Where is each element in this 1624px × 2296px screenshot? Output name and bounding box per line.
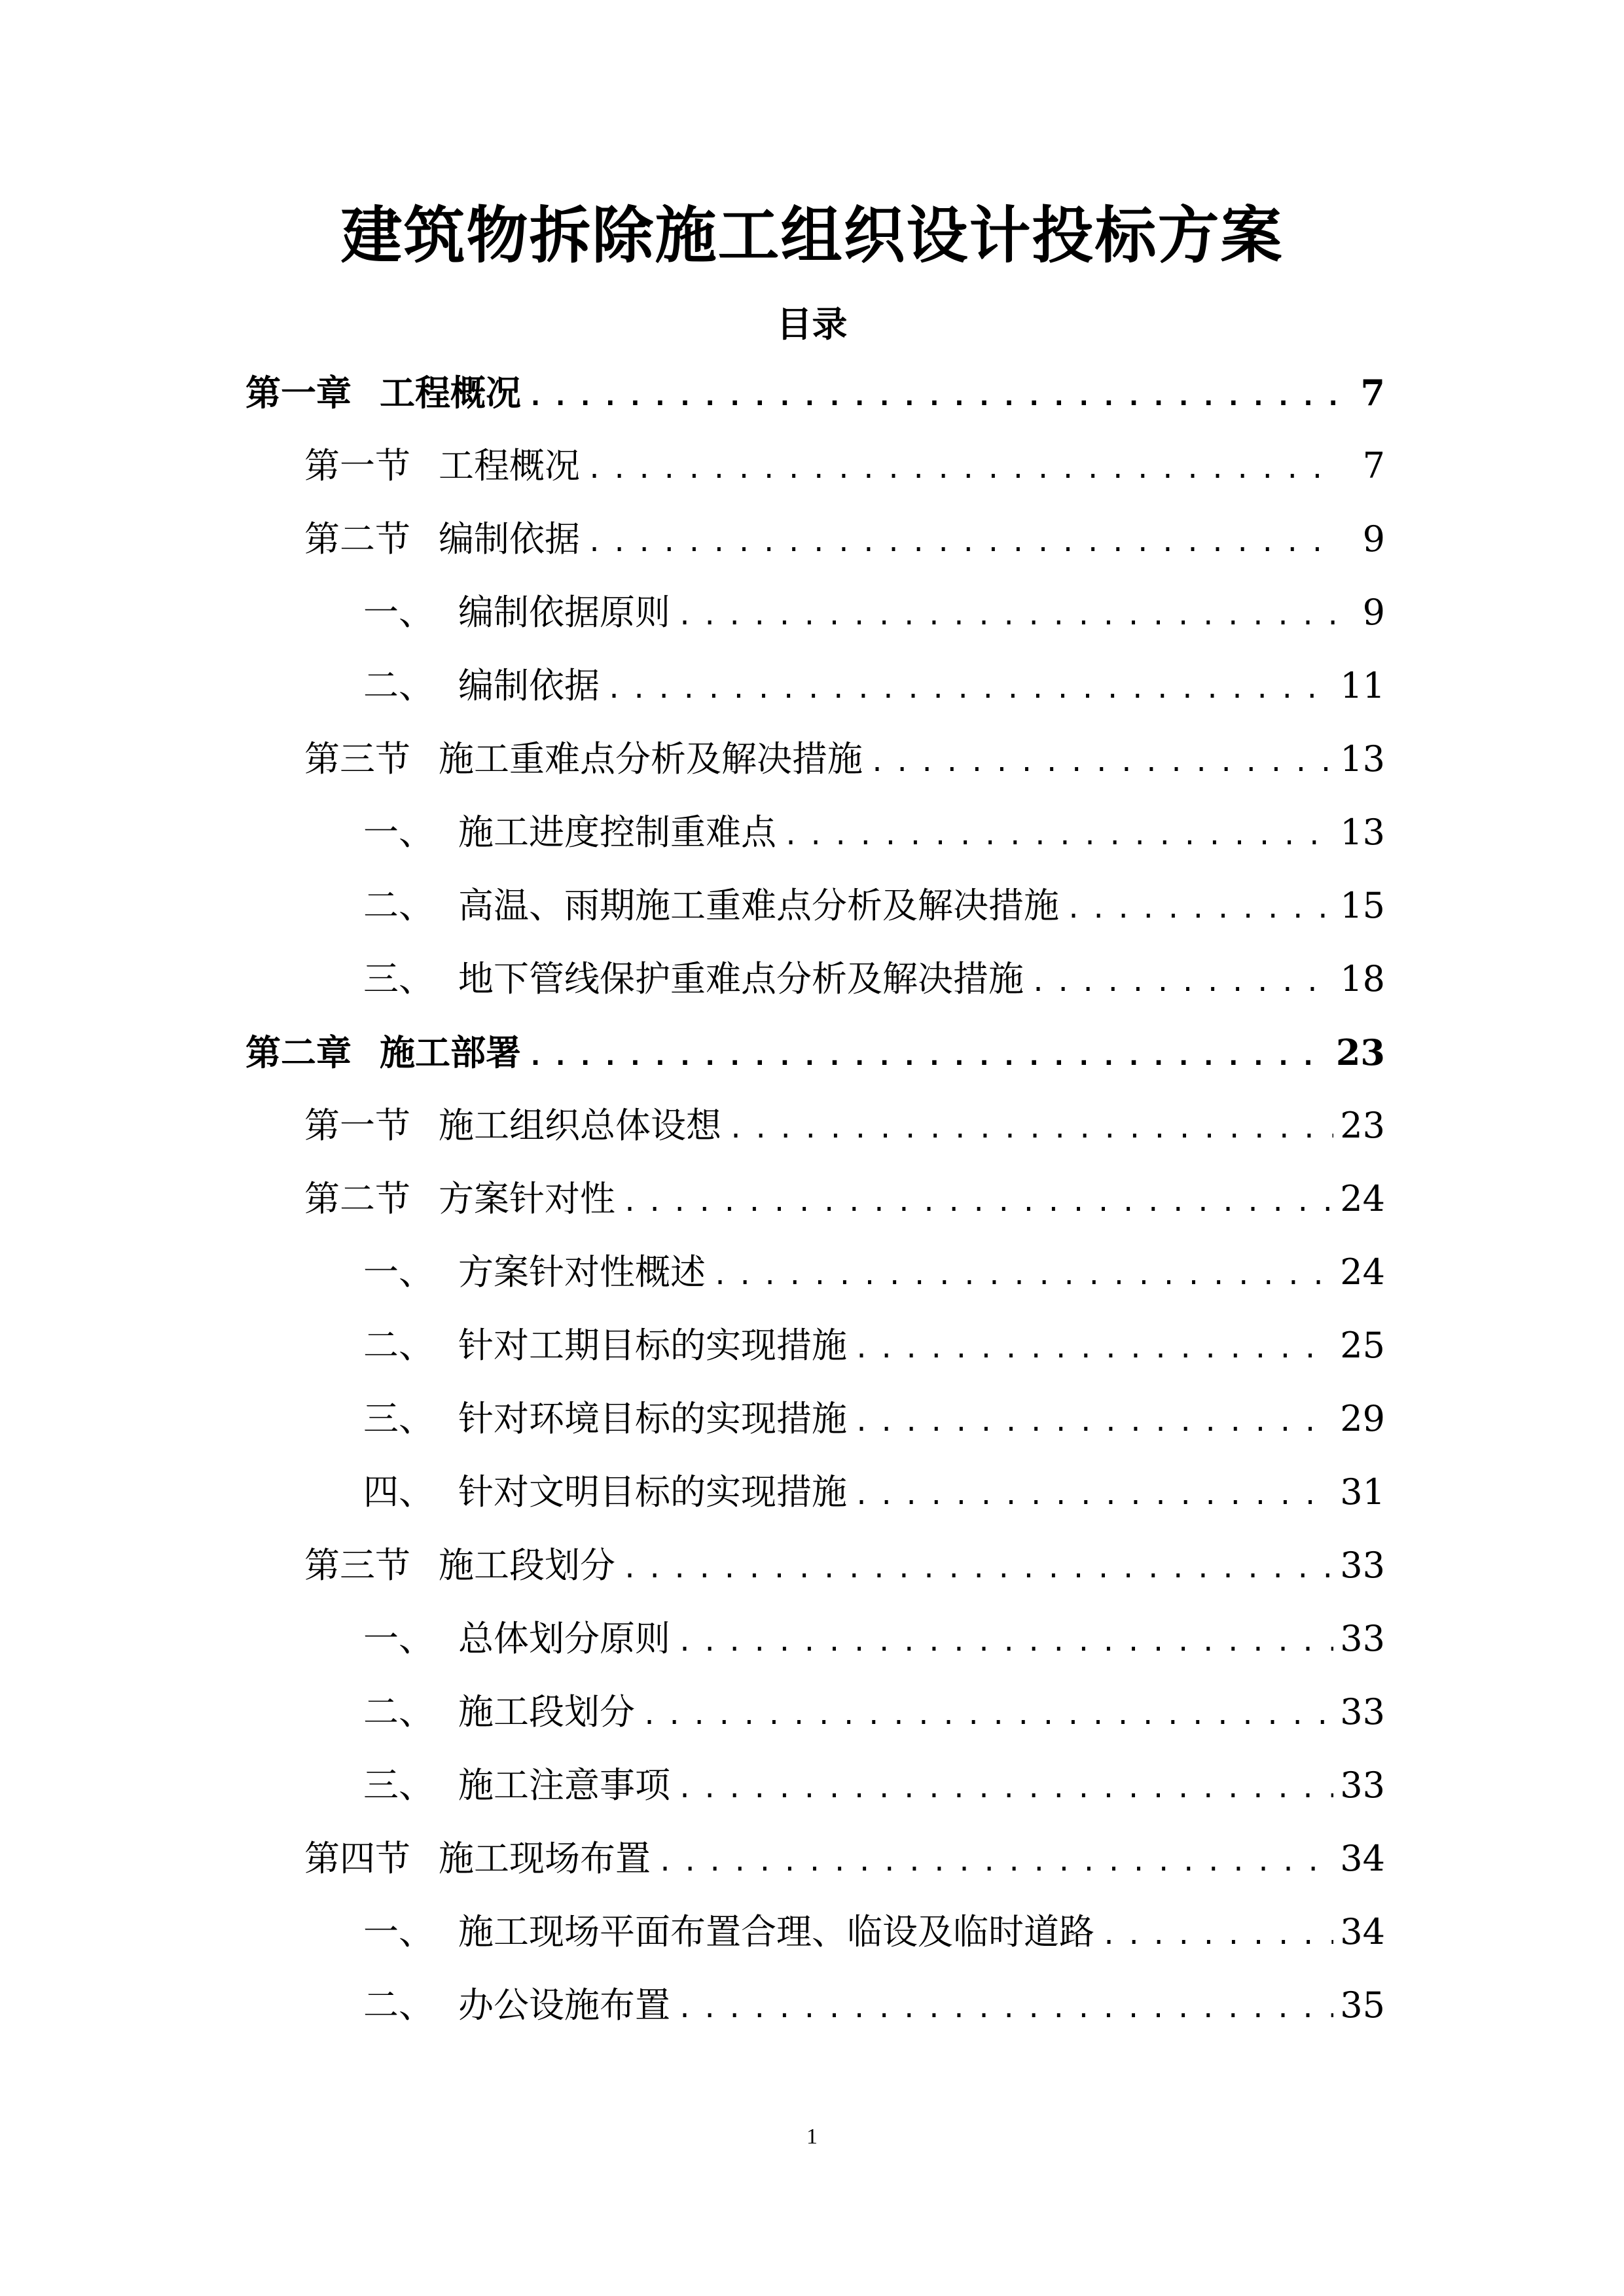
toc-leader-dots bbox=[1101, 1909, 1333, 1962]
toc-entry-page: 9 bbox=[1362, 592, 1385, 633]
toc-entry-page: 23 bbox=[1335, 1031, 1385, 1073]
toc-entry-number: 三、 bbox=[363, 1398, 434, 1439]
toc-leader-dots bbox=[586, 516, 1339, 569]
toc-leader-dots bbox=[854, 1396, 1333, 1448]
toc-leader-dots bbox=[586, 443, 1339, 495]
toc-leader-dots bbox=[657, 1836, 1333, 1888]
toc-entry[interactable] bbox=[304, 1833, 1385, 1885]
toc-entry[interactable] bbox=[363, 1319, 1385, 1372]
toc-entry-page: 33 bbox=[1340, 1691, 1385, 1732]
toc-entry-label: 编制依据原则 bbox=[458, 592, 670, 633]
toc-leader-dots bbox=[1066, 883, 1333, 935]
toc-leader-dots bbox=[712, 1249, 1333, 1302]
toc-entry[interactable] bbox=[363, 1686, 1385, 1738]
toc-entry[interactable] bbox=[304, 1173, 1385, 1225]
toc-entry-number: 一、 bbox=[363, 592, 434, 633]
toc-entry-number: 第四节 bbox=[304, 1838, 410, 1879]
toc-entry-number: 一、 bbox=[363, 1911, 434, 1952]
toc-entry-label: 施工注意事项 bbox=[458, 1765, 670, 1806]
toc-entry-number: 一、 bbox=[363, 1251, 434, 1293]
toc-entry[interactable] bbox=[363, 1393, 1385, 1445]
toc-entry-number: 二、 bbox=[363, 1984, 434, 2026]
toc-entry[interactable] bbox=[363, 1246, 1385, 1299]
toc-entry-label: 施工现场平面布置合理、临设及临时道路 bbox=[458, 1911, 1094, 1952]
toc-entry[interactable] bbox=[304, 1100, 1385, 1152]
toc-entry[interactable] bbox=[363, 1466, 1385, 1518]
toc-entry-label: 施工进度控制重难点 bbox=[458, 812, 776, 853]
toc-entry-number: 第二章 bbox=[245, 1031, 352, 1073]
toc-entry-label: 针对工期目标的实现措施 bbox=[458, 1325, 847, 1366]
toc-entry-page: 24 bbox=[1340, 1178, 1385, 1219]
toc-entry-number: 一、 bbox=[363, 812, 434, 853]
toc-entry[interactable] bbox=[363, 660, 1385, 712]
toc-entry-number: 四、 bbox=[363, 1471, 434, 1513]
toc-entry-number: 第一节 bbox=[304, 1105, 410, 1146]
toc-leader-dots bbox=[677, 1616, 1333, 1668]
toc-entry-number: 二、 bbox=[363, 665, 434, 706]
toc-entry[interactable] bbox=[363, 586, 1385, 639]
toc-entry-page: 33 bbox=[1340, 1765, 1385, 1806]
toc-leader-dots bbox=[728, 1103, 1333, 1155]
toc-entry[interactable] bbox=[363, 1906, 1385, 1958]
toc-entry-page: 29 bbox=[1340, 1398, 1385, 1439]
toc-entry-label: 施工现场布置 bbox=[439, 1838, 651, 1879]
toc-entry[interactable] bbox=[304, 513, 1385, 565]
toc-entry-number: 三、 bbox=[363, 1765, 434, 1806]
toc-leader-dots bbox=[677, 1982, 1333, 2035]
toc-entry-label: 施工段划分 bbox=[439, 1545, 615, 1586]
toc-entry-label: 方案针对性概述 bbox=[458, 1251, 706, 1293]
toc-entry-number: 三、 bbox=[363, 958, 434, 999]
toc-entry-page: 18 bbox=[1340, 958, 1385, 999]
toc-entry[interactable] bbox=[363, 1613, 1385, 1665]
toc-leader-dots bbox=[854, 1469, 1333, 1522]
toc-entry[interactable] bbox=[304, 733, 1385, 785]
toc-leader-dots bbox=[606, 663, 1333, 715]
toc-entry[interactable] bbox=[363, 880, 1385, 932]
toc-entry[interactable] bbox=[304, 440, 1385, 492]
toc-leader-dots bbox=[677, 590, 1339, 642]
toc-leader-dots bbox=[622, 1176, 1333, 1229]
toc-entry-page: 13 bbox=[1340, 738, 1385, 780]
toc-leader-dots bbox=[854, 1323, 1333, 1375]
toc-entry-label: 施工部署 bbox=[380, 1031, 521, 1073]
toc-entry-page: 34 bbox=[1340, 1911, 1385, 1952]
toc-entry-number: 第三节 bbox=[304, 1545, 410, 1586]
toc-entry-page: 9 bbox=[1362, 518, 1385, 560]
toc-entry-page: 25 bbox=[1340, 1325, 1385, 1366]
toc-entry[interactable] bbox=[245, 1026, 1385, 1079]
toc-entry-page: 34 bbox=[1340, 1838, 1385, 1879]
toc-entry-page: 7 bbox=[1360, 372, 1385, 414]
toc-leader-dots bbox=[528, 370, 1339, 423]
toc-entry-label: 办公设施布置 bbox=[458, 1984, 670, 2026]
toc-entry-number: 二、 bbox=[363, 1691, 434, 1732]
toc-entry-page: 15 bbox=[1340, 885, 1385, 926]
toc-leader-dots bbox=[1030, 956, 1333, 1009]
toc-leader-dots bbox=[641, 1689, 1333, 1742]
toc-entry-label: 地下管线保护重难点分析及解决措施 bbox=[458, 958, 1024, 999]
toc-entry-number: 二、 bbox=[363, 1325, 434, 1366]
toc-entry-label: 施工重难点分析及解决措施 bbox=[439, 738, 863, 780]
toc-entry-number: 第二节 bbox=[304, 518, 410, 560]
toc-entry-number: 一、 bbox=[363, 1618, 434, 1659]
toc-entry[interactable] bbox=[363, 1979, 1385, 2032]
toc-entry[interactable] bbox=[304, 1539, 1385, 1592]
toc-entry-page: 24 bbox=[1340, 1251, 1385, 1293]
toc-entry-number: 第一节 bbox=[304, 445, 410, 486]
toc-entry-page: 35 bbox=[1340, 1984, 1385, 2026]
toc-entry-label: 总体划分原则 bbox=[458, 1618, 670, 1659]
toc-entry-page: 31 bbox=[1340, 1471, 1385, 1513]
toc-entry-label: 编制依据 bbox=[458, 665, 600, 706]
toc-entry[interactable] bbox=[245, 367, 1385, 419]
toc-leader-dots bbox=[869, 736, 1333, 789]
toc-entry-number: 第三节 bbox=[304, 738, 410, 780]
toc-leader-dots bbox=[528, 1030, 1329, 1083]
toc-entry-page: 7 bbox=[1362, 445, 1385, 486]
toc-entry-page: 13 bbox=[1340, 812, 1385, 853]
toc-entry-label: 施工段划分 bbox=[458, 1691, 635, 1732]
toc-heading: 目录 bbox=[776, 303, 848, 345]
toc-leader-dots bbox=[783, 810, 1333, 862]
toc-entry[interactable] bbox=[363, 806, 1385, 859]
toc-entry[interactable] bbox=[363, 1759, 1385, 1812]
toc-entry[interactable] bbox=[363, 953, 1385, 1005]
toc-entry-label: 高温、雨期施工重难点分析及解决措施 bbox=[458, 885, 1059, 926]
toc-entry-label: 方案针对性 bbox=[439, 1178, 615, 1219]
toc-entry-label: 工程概况 bbox=[439, 445, 580, 486]
toc-entry-page: 33 bbox=[1340, 1545, 1385, 1586]
toc-entry-label: 工程概况 bbox=[380, 372, 521, 414]
toc-entry-label: 编制依据 bbox=[439, 518, 580, 560]
document-title: 建筑物拆除施工组织设计投标方案 bbox=[340, 200, 1284, 272]
toc-entry-label: 施工组织总体设想 bbox=[439, 1105, 721, 1146]
page-number: 1 bbox=[806, 2125, 818, 2149]
toc-entry-number: 第二节 bbox=[304, 1178, 410, 1219]
toc-entry-page: 23 bbox=[1340, 1105, 1385, 1146]
toc-entry-label: 针对文明目标的实现措施 bbox=[458, 1471, 847, 1513]
toc-leader-dots bbox=[622, 1543, 1333, 1595]
toc-entry-page: 33 bbox=[1340, 1618, 1385, 1659]
toc-entry-number: 第一章 bbox=[245, 372, 352, 414]
toc-leader-dots bbox=[677, 1763, 1333, 1815]
toc-entry-number: 二、 bbox=[363, 885, 434, 926]
toc-entry-page: 11 bbox=[1340, 665, 1385, 706]
toc-entry-label: 针对环境目标的实现措施 bbox=[458, 1398, 847, 1439]
